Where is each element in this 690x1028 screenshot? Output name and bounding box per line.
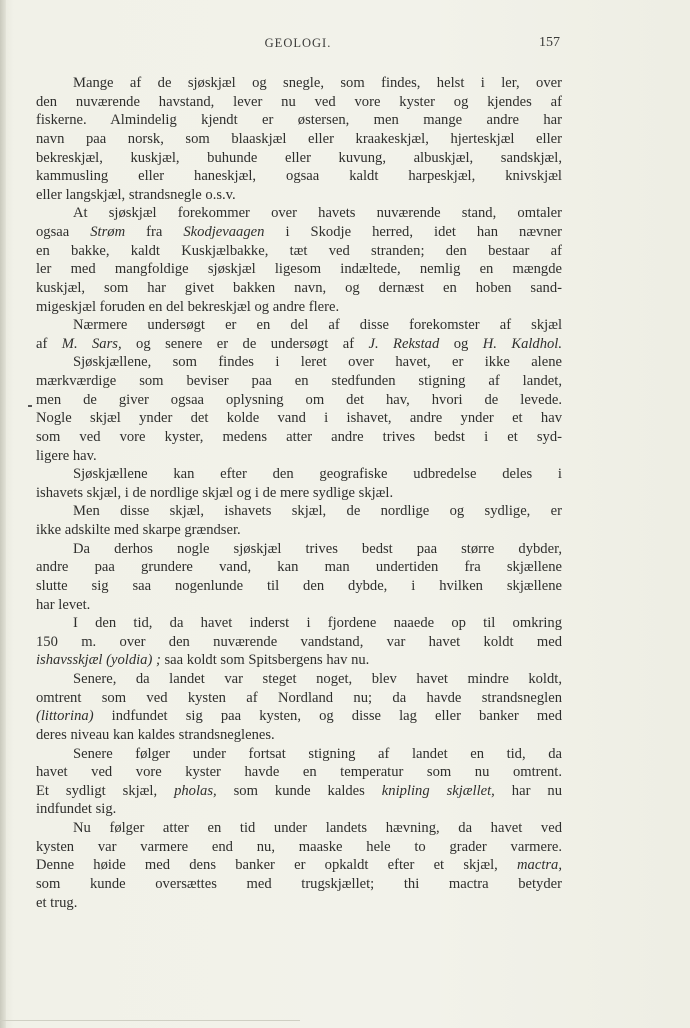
page-number: 157 (539, 35, 560, 50)
text-line: men de giver ogsaa oplysning om det hav, hvori de levede. (36, 391, 562, 408)
bottom-edge-line (0, 1020, 300, 1021)
text-line: kammusling eller haneskjæl, ogsaa kaldt harpeskjæl, knivskjæl (36, 168, 562, 185)
text-line (36, 335, 562, 354)
text-line: Nærmere undersøgt er en del af disse forekomster af skjæl (73, 317, 562, 334)
text-span: har nu (494, 782, 562, 799)
text-line: har levet. (36, 596, 91, 613)
text-span: og (439, 335, 483, 352)
text-line: omtrent som ved kysten af Nordland nu; da havde strandsneglen (36, 689, 562, 706)
text-line: eller langskjæl, strandsnegle o.s.v. (36, 186, 236, 203)
text-line: havet ved vore kyster havde en temperatur som nu omtrent. (36, 764, 562, 781)
italic-text: (littorina) (36, 708, 94, 725)
text-line: Senere, da landet var steget noget, blev havet mindre koldt, (73, 671, 562, 687)
text-line: andre paa grundere vand, kan man undertiden fra skjællene (36, 559, 562, 576)
text-line: ler med mangfoldige sjøskjæl ligesom indæltede, nemlig en mængde (36, 261, 562, 278)
text-span: og senere er de undersøgt af (121, 335, 369, 352)
text-line: bekreskjæl, kuskjæl, buhunde eller kuvung, albuskjæl, sandskjæl, (36, 149, 562, 166)
text-line: et trug. (36, 894, 78, 911)
text-span: Et sydligt skjæl, (36, 782, 175, 799)
text-span: som kunde kaldes (216, 782, 382, 799)
italic-text: Strøm (90, 224, 126, 240)
text-line (36, 856, 562, 875)
text-span: saa koldt som Spitsbergens hav nu. (160, 652, 370, 669)
text-line: en bakke, kaldt Kuskjælbakke, tæt ved stranden; den bestaar af (36, 242, 562, 259)
text-line: ishavets skjæl, i de nordlige skjæl og i de mere sydlige skjæl. (36, 484, 394, 501)
text-line: navn paa norsk, som blaaskjæl eller kraakeskjæl, hjerteskjæl eller (36, 130, 562, 147)
text-line: ikke adskilte med skarpe grændser. (36, 522, 241, 538)
italic-text: Skodjevaagen (183, 224, 265, 240)
text-line: kysten var varmere end nu, maaske hele to grader varmere. (36, 838, 562, 855)
margin-mark (28, 405, 32, 407)
text-line: migeskjæl foruden en del bekreskjæl og andre flere. (36, 298, 340, 315)
text-line (36, 204, 562, 223)
italic-text: H. Kaldhol. (482, 335, 562, 352)
text-line: Nu følger atter en tid under landets hævning, da havet ved (73, 820, 562, 836)
text-line: Senere følger under fortsat stigning af landet en tid, da (73, 745, 562, 762)
text-line (36, 782, 562, 801)
text-line: fiskerne. Almindelig kjendt er østersen, men mange andre har (36, 112, 562, 129)
running-title: GEOLOGI. (264, 36, 332, 50)
italic-text: knipling skjællet, (381, 782, 495, 799)
italic-text: ishavsskjæl (yoldia) ; (36, 652, 161, 669)
text-span: indfundet sig paa kysten, og disse lag eller banker med (93, 708, 562, 725)
text-line: som kunde oversættes med trugskjællet; thi mactra betyder (36, 875, 562, 892)
text-line: deres niveau kan kaldes strandsneglenes. (36, 726, 275, 743)
text-span: af (36, 335, 62, 352)
italic-text: mactra, (517, 857, 562, 874)
text-span: At sjøskjæl forekommer over havets nuværende stand, omtaler (73, 205, 562, 222)
italic-text: J. Rekstad (368, 335, 440, 352)
text-line (36, 223, 562, 242)
text-line: mærkværdige som beviser paa en stedfunden stigning af landet, (36, 373, 562, 389)
text-line: Mange af de sjøskjæl og snegle, som findes, helst i ler, over (73, 75, 562, 91)
text-line: den nuværende havstand, lever nu ved vore kyster og kjendes af (36, 93, 562, 110)
italic-text: pholas, (174, 782, 217, 799)
text-line: ligere hav. (36, 447, 97, 464)
text-line (36, 651, 562, 670)
text-line: slutte sig saa nogenlunde til den dybde, i hvilken skjællene (36, 577, 562, 594)
text-span: ogsaa (36, 224, 91, 240)
text-line: indfundet sig. (36, 801, 117, 818)
text-line: I den tid, da havet inderst i fjordene naaede op til omkring (73, 615, 562, 632)
text-span: Denne høide med dens banker er opkaldt efter et skjæl, (36, 857, 517, 874)
text-line: Sjøskjællene, som findes i leret over havet, er ikke alene (73, 354, 562, 371)
text-line: Da derhos nogle sjøskjæl trives bedst paa større dybder, (73, 540, 562, 557)
italic-text: M. Sars, (61, 335, 122, 352)
page-binding-edge (0, 0, 6, 1028)
text-span: i Skodje herred, idet han nævner (264, 224, 562, 240)
text-span: fra (125, 224, 184, 240)
text-line: Sjøskjællene kan efter den geografiske udbredelse deles i (73, 466, 562, 483)
text-line: Nogle skjæl ynder det kolde vand i ishavet, andre ynder et hav (36, 410, 562, 427)
page-header (36, 36, 560, 56)
text-line: som ved vore kyster, medens atter andre trives bedst i et syd- (36, 428, 562, 445)
text-line: 150 m. over den nuværende vandstand, var havet koldt med (36, 633, 562, 650)
text-line (36, 707, 562, 726)
body-text (36, 74, 562, 912)
text-line: Men disse skjæl, ishavets skjæl, de nordlige og sydlige, er (73, 503, 562, 520)
text-line: kuskjæl, som har givet bakken navn, og dernæst en hoben sand- (36, 279, 562, 296)
